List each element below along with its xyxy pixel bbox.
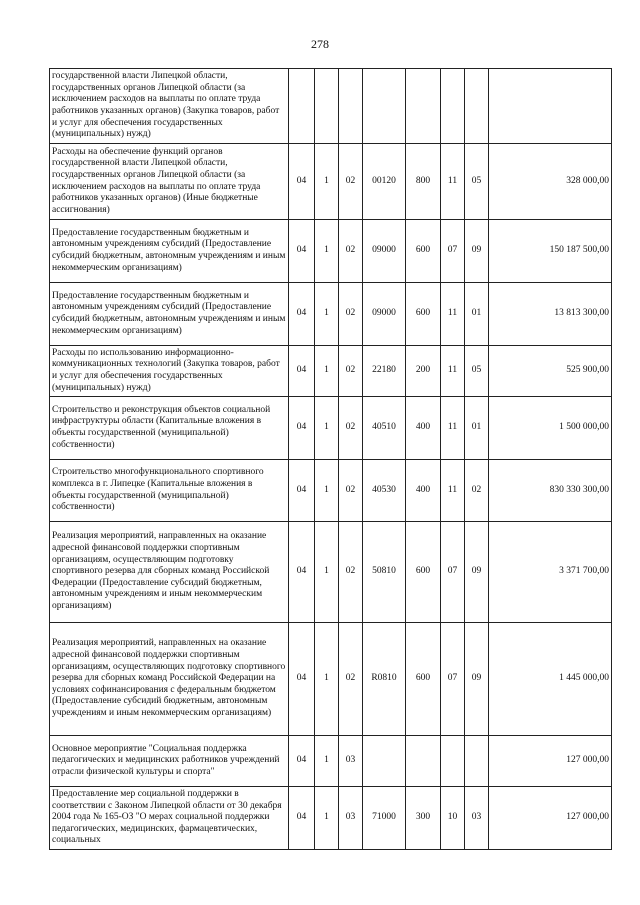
subsection-code: 05 bbox=[465, 144, 489, 220]
expense-type-code: 400 bbox=[406, 460, 441, 522]
direction-code: 09000 bbox=[363, 220, 406, 283]
program-code: 04 bbox=[289, 623, 315, 736]
event-code: 03 bbox=[339, 736, 363, 787]
program-code: 04 bbox=[289, 787, 315, 850]
row-description: Предоставление государственным бюджетным и автономным учреждениям субсидий (Предоставление субсидий бюджетным, автономным учреждениям и иным некоммерческим организациям) bbox=[50, 283, 289, 346]
section-code: 10 bbox=[441, 787, 465, 850]
amount: 3 371 700,00 bbox=[489, 522, 612, 623]
expense-type-code bbox=[406, 69, 441, 144]
program-code: 04 bbox=[289, 397, 315, 460]
amount bbox=[489, 69, 612, 144]
program-code: 04 bbox=[289, 144, 315, 220]
program-code bbox=[289, 69, 315, 144]
amount: 13 813 300,00 bbox=[489, 283, 612, 346]
event-code: 02 bbox=[339, 460, 363, 522]
table-row bbox=[50, 787, 612, 850]
table-row bbox=[50, 283, 612, 346]
table-row bbox=[50, 460, 612, 522]
event-code: 03 bbox=[339, 787, 363, 850]
subsection-code: 05 bbox=[465, 346, 489, 397]
section-code: 11 bbox=[441, 346, 465, 397]
table-row bbox=[50, 623, 612, 736]
row-description: Предоставление мер социальной поддержки в соответствии с Законом Липецкой области от 30 декабря 2004 года № 165-ОЗ "О мерах социальной поддержки педагогических, медицинских, фармацевтических, социальных bbox=[50, 787, 289, 850]
expense-type-code: 600 bbox=[406, 522, 441, 623]
table-row bbox=[50, 69, 612, 144]
event-code: 02 bbox=[339, 346, 363, 397]
amount: 127 000,00 bbox=[489, 736, 612, 787]
direction-code: 40510 bbox=[363, 397, 406, 460]
expense-type-code: 300 bbox=[406, 787, 441, 850]
section-code: 07 bbox=[441, 220, 465, 283]
table-row bbox=[50, 522, 612, 623]
row-description: Расходы на обеспечение функций органов государственной власти Липецкой области, государственных органов Липецкой области (за исключением расходов на выплаты по оплате труда работников указанных органов) (Иные бюджетные ассигнования) bbox=[50, 144, 289, 220]
direction-code bbox=[363, 69, 406, 144]
subsection-code bbox=[465, 69, 489, 144]
table-row bbox=[50, 397, 612, 460]
direction-code: 22180 bbox=[363, 346, 406, 397]
program-code: 04 bbox=[289, 283, 315, 346]
expense-type-code: 200 bbox=[406, 346, 441, 397]
row-description: Расходы по использованию информационно-коммуникационных технологий (Закупка товаров, работ и услуг для обеспечения государственных (муниципальных) нужд) bbox=[50, 346, 289, 397]
direction-code: 00120 bbox=[363, 144, 406, 220]
section-code: 11 bbox=[441, 397, 465, 460]
section-code: 11 bbox=[441, 283, 465, 346]
budget-table bbox=[49, 68, 612, 850]
subprogram-code: 1 bbox=[315, 346, 339, 397]
program-code: 04 bbox=[289, 460, 315, 522]
section-code: 07 bbox=[441, 623, 465, 736]
subsection-code: 01 bbox=[465, 397, 489, 460]
table-row bbox=[50, 144, 612, 220]
amount: 1 500 000,00 bbox=[489, 397, 612, 460]
section-code: 07 bbox=[441, 522, 465, 623]
subsection-code: 09 bbox=[465, 522, 489, 623]
row-description: Строительство и реконструкция объектов социальной инфраструктуры области (Капитальные вложения в объекты государственной (муниципальной) собственности) bbox=[50, 397, 289, 460]
event-code: 02 bbox=[339, 522, 363, 623]
section-code: 11 bbox=[441, 460, 465, 522]
direction-code: 40530 bbox=[363, 460, 406, 522]
subprogram-code: 1 bbox=[315, 623, 339, 736]
subsection-code: 09 bbox=[465, 220, 489, 283]
subprogram-code: 1 bbox=[315, 220, 339, 283]
subprogram-code: 1 bbox=[315, 144, 339, 220]
event-code bbox=[339, 69, 363, 144]
amount: 328 000,00 bbox=[489, 144, 612, 220]
row-description: Предоставление государственным бюджетным и автономным учреждениям субсидий (Предоставление субсидий бюджетным, автономным учреждениям и иным некоммерческим организациям) bbox=[50, 220, 289, 283]
subsection-code: 02 bbox=[465, 460, 489, 522]
subprogram-code: 1 bbox=[315, 283, 339, 346]
subprogram-code: 1 bbox=[315, 787, 339, 850]
direction-code bbox=[363, 736, 406, 787]
event-code: 02 bbox=[339, 623, 363, 736]
section-code bbox=[441, 69, 465, 144]
row-description: Реализация мероприятий, направленных на оказание адресной финансовой поддержки спортивным организациям, осуществляющих подготовку спортивного резерва для сборных команд Российской Федерации на условиях софинансирования с федеральным бюджетом (Предоставление субсидий бюджетным, автономным учреждениям и иным некоммерческим организациям) bbox=[50, 623, 289, 736]
amount: 150 187 500,00 bbox=[489, 220, 612, 283]
subprogram-code: 1 bbox=[315, 460, 339, 522]
program-code: 04 bbox=[289, 220, 315, 283]
expense-type-code: 600 bbox=[406, 220, 441, 283]
table-row bbox=[50, 220, 612, 283]
direction-code: 71000 bbox=[363, 787, 406, 850]
page-number: 278 bbox=[311, 37, 329, 51]
subprogram-code: 1 bbox=[315, 736, 339, 787]
subsection-code: 03 bbox=[465, 787, 489, 850]
row-description: Реализация мероприятий, направленных на оказание адресной финансовой поддержки спортивным организациям, осуществляющим подготовку спортивного резерва для сборных команд Российской Федерации (Предоставление субсидий бюджетным, автономным учреждениям и иным некоммерческим организациям) bbox=[50, 522, 289, 623]
subprogram-code: 1 bbox=[315, 522, 339, 623]
section-code: 11 bbox=[441, 144, 465, 220]
event-code: 02 bbox=[339, 144, 363, 220]
event-code: 02 bbox=[339, 220, 363, 283]
amount: 830 330 300,00 bbox=[489, 460, 612, 522]
subsection-code: 09 bbox=[465, 623, 489, 736]
program-code: 04 bbox=[289, 522, 315, 623]
expense-type-code: 600 bbox=[406, 623, 441, 736]
event-code: 02 bbox=[339, 283, 363, 346]
subsection-code: 01 bbox=[465, 283, 489, 346]
expense-type-code: 600 bbox=[406, 283, 441, 346]
table-row bbox=[50, 346, 612, 397]
expense-type-code: 800 bbox=[406, 144, 441, 220]
direction-code: 50810 bbox=[363, 522, 406, 623]
subprogram-code: 1 bbox=[315, 397, 339, 460]
section-code bbox=[441, 736, 465, 787]
amount: 1 445 000,00 bbox=[489, 623, 612, 736]
event-code: 02 bbox=[339, 397, 363, 460]
expense-type-code: 400 bbox=[406, 397, 441, 460]
direction-code: R0810 bbox=[363, 623, 406, 736]
program-code: 04 bbox=[289, 736, 315, 787]
row-description: государственной власти Липецкой области, государственных органов Липецкой области (за исключением расходов на выплаты по оплате труда работников указанных органов) (Закупка товаров, работ и услуг для обеспечения государственных (муниципальных) нужд) bbox=[50, 69, 289, 144]
program-code: 04 bbox=[289, 346, 315, 397]
table-row bbox=[50, 736, 612, 787]
amount: 525 900,00 bbox=[489, 346, 612, 397]
subsection-code bbox=[465, 736, 489, 787]
row-description: Строительство многофункционального спортивного комплекса в г. Липецке (Капитальные вложения в объекты государственной (муниципальной) собственности) bbox=[50, 460, 289, 522]
expense-type-code bbox=[406, 736, 441, 787]
row-description: Основное мероприятие "Социальная поддержка педагогических и медицинских работников учреждений отрасли физической культуры и спорта" bbox=[50, 736, 289, 787]
amount: 127 000,00 bbox=[489, 787, 612, 850]
direction-code: 09000 bbox=[363, 283, 406, 346]
subprogram-code bbox=[315, 69, 339, 144]
